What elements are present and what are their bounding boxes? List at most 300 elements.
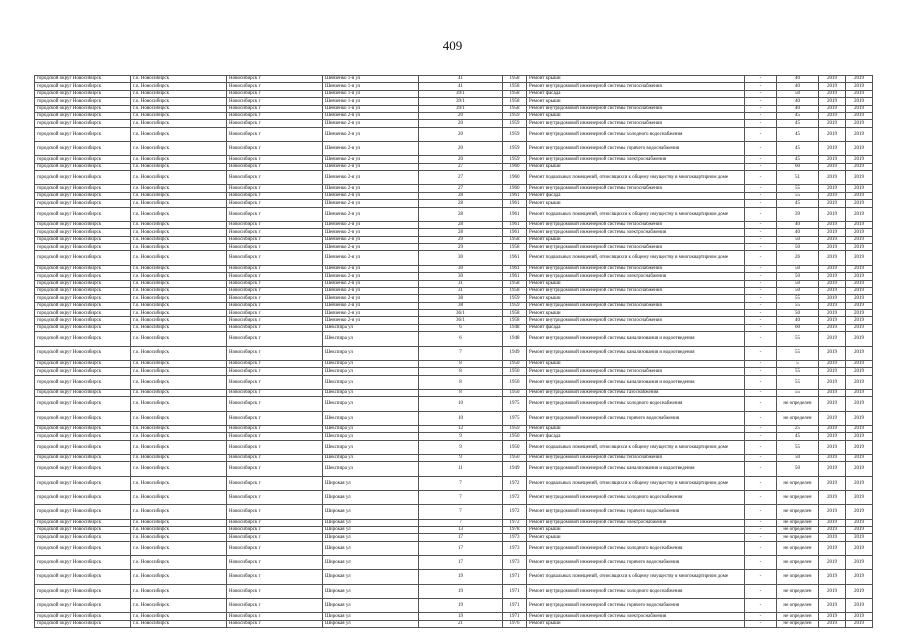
cell-year: 1958 <box>503 76 527 83</box>
cell-house: 41 <box>419 83 503 90</box>
cell-year: 1958 <box>503 83 527 90</box>
cell-plan-year-end: 2019 <box>846 273 873 280</box>
cell-cost: 26 <box>777 251 819 265</box>
cell-work-type: Ремонт крыши <box>527 534 745 541</box>
cell-house: 12 <box>419 425 503 432</box>
cell-cost: 55 <box>777 375 819 389</box>
cell-locality: Новосибирск г <box>227 346 323 360</box>
cell-municipality: городской округ Новосибирск <box>35 192 131 199</box>
cell-street: Широкая ул <box>323 613 419 620</box>
cell-work-type: Ремонт подвальных помещений, относящихся к общему имуществу в многоквартирном доме <box>527 171 745 185</box>
cell-plan-year-start: 2019 <box>819 534 846 541</box>
cell-settlement: г.о. Новосибирск <box>131 229 227 236</box>
cell-cost: 50 <box>777 244 819 251</box>
cell-municipality: городской округ Новосибирск <box>35 295 131 302</box>
cell-dash: - <box>745 324 777 331</box>
cell-street: Широкая ул <box>323 505 419 519</box>
table-row <box>35 476 873 490</box>
cell-plan-year-end: 2019 <box>846 90 873 97</box>
cell-house: 20 <box>419 156 503 163</box>
cell-locality: Новосибирск г <box>227 302 323 309</box>
cell-work-type: Ремонт подвальных помещений, относящихся к общему имуществу в многоквартирном доме <box>527 570 745 584</box>
cell-plan-year-start: 2019 <box>819 200 846 207</box>
cell-plan-year-start: 2019 <box>819 127 846 141</box>
cell-work-type: Ремонт внутридомовой инженерной системы теплоснабжения <box>527 185 745 192</box>
cell-plan-year-start: 2019 <box>819 120 846 127</box>
cell-house: 20 <box>419 142 503 156</box>
cell-year: 1961 <box>503 273 527 280</box>
table-row <box>35 163 873 170</box>
cell-plan-year-start: 2019 <box>819 273 846 280</box>
cell-work-type: Ремонт подвальных помещений, относящихся к общему имуществу в многоквартирном доме <box>527 251 745 265</box>
cell-dash: - <box>745 397 777 411</box>
cell-locality: Новосибирск г <box>227 120 323 127</box>
cell-work-type: Ремонт внутридомовой инженерной системы горячего водоснабжения <box>527 411 745 425</box>
cell-municipality: городской округ Новосибирск <box>35 346 131 360</box>
cell-year: 1971 <box>503 570 527 584</box>
cell-plan-year-end: 2019 <box>846 163 873 170</box>
cell-street: Широкая ул <box>323 476 419 490</box>
cell-house: 21 <box>419 620 503 627</box>
cell-year: 1950 <box>503 368 527 375</box>
cell-settlement: г.о. Новосибирск <box>131 287 227 294</box>
cell-settlement: г.о. Новосибирск <box>131 534 227 541</box>
cell-street: Шевченко 1-я ул <box>323 90 419 97</box>
cell-dash: - <box>745 302 777 309</box>
cell-municipality: городской округ Новосибирск <box>35 185 131 192</box>
cell-work-type: Ремонт внутридомовой инженерной системы канализования и водоотведения <box>527 346 745 360</box>
cell-plan-year-start: 2019 <box>819 265 846 272</box>
cell-plan-year-end: 2019 <box>846 171 873 185</box>
cell-municipality: городской округ Новосибирск <box>35 411 131 425</box>
cell-municipality: городской округ Новосибирск <box>35 280 131 287</box>
cell-house: 19 <box>419 598 503 612</box>
table-row <box>35 368 873 375</box>
cell-dash: - <box>745 273 777 280</box>
cell-locality: Новосибирск г <box>227 324 323 331</box>
cell-plan-year-start: 2019 <box>819 236 846 243</box>
cell-dash: - <box>745 236 777 243</box>
cell-settlement: г.о. Новосибирск <box>131 397 227 411</box>
cell-municipality: городской округ Новосибирск <box>35 142 131 156</box>
table-row <box>35 332 873 346</box>
cell-street: Шекспира ул <box>323 462 419 476</box>
cell-municipality: городской округ Новосибирск <box>35 620 131 627</box>
cell-work-type: Ремонт крыши <box>527 425 745 432</box>
cell-plan-year-end: 2019 <box>846 613 873 620</box>
cell-settlement: г.о. Новосибирск <box>131 171 227 185</box>
cell-plan-year-start: 2019 <box>819 613 846 620</box>
cell-house: 29 <box>419 244 503 251</box>
table-row <box>35 171 873 185</box>
cell-municipality: городской округ Новосибирск <box>35 317 131 324</box>
table-row <box>35 310 873 317</box>
cell-year: 1950 <box>503 360 527 367</box>
cell-cost: 55 <box>777 185 819 192</box>
cell-house: 27 <box>419 171 503 185</box>
cell-dash: - <box>745 411 777 425</box>
cell-dash: - <box>745 207 777 221</box>
cell-dash: - <box>745 310 777 317</box>
cell-house: 7 <box>419 519 503 526</box>
cell-street: Шевченко 2-я ул <box>323 244 419 251</box>
cell-plan-year-start: 2019 <box>819 332 846 346</box>
cell-year: 1972 <box>503 519 527 526</box>
table-row <box>35 76 873 83</box>
cell-dash: - <box>745 556 777 570</box>
cell-work-type: Ремонт внутридомовой инженерной системы электроснабжения <box>527 273 745 280</box>
cell-plan-year-end: 2019 <box>846 105 873 112</box>
cell-settlement: г.о. Новосибирск <box>131 454 227 461</box>
cell-settlement: г.о. Новосибирск <box>131 375 227 389</box>
cell-municipality: городской округ Новосибирск <box>35 120 131 127</box>
cell-cost: 45 <box>777 200 819 207</box>
cell-dash: - <box>745 163 777 170</box>
cell-dash: - <box>745 613 777 620</box>
cell-house: 8 <box>419 389 503 396</box>
cell-cost: 45 <box>777 112 819 119</box>
cell-municipality: городской округ Новосибирск <box>35 302 131 309</box>
cell-locality: Новосибирск г <box>227 620 323 627</box>
cell-cost: 50 <box>777 310 819 317</box>
cell-locality: Новосибирск г <box>227 171 323 185</box>
cell-house: 39/1 <box>419 105 503 112</box>
cell-street: Шекспира ул <box>323 440 419 454</box>
cell-locality: Новосибирск г <box>227 251 323 265</box>
cell-cost: 40 <box>777 105 819 112</box>
cell-street: Шевченко 2-я ул <box>323 120 419 127</box>
cell-year: 1950 <box>503 375 527 389</box>
table-row <box>35 598 873 612</box>
table-row <box>35 541 873 555</box>
cell-settlement: г.о. Новосибирск <box>131 476 227 490</box>
table-row <box>35 346 873 360</box>
cell-municipality: городской округ Новосибирск <box>35 163 131 170</box>
cell-house: 8 <box>419 375 503 389</box>
cell-year: 1961 <box>503 207 527 221</box>
cell-cost: 55 <box>777 389 819 396</box>
cell-work-type: Ремонт внутридомовой инженерной системы горячего водоснабжения <box>527 598 745 612</box>
cell-work-type: Ремонт крыши <box>527 163 745 170</box>
cell-plan-year-end: 2019 <box>846 440 873 454</box>
cell-cost: 50 <box>777 273 819 280</box>
cell-settlement: г.о. Новосибирск <box>131 200 227 207</box>
cell-locality: Новосибирск г <box>227 98 323 105</box>
cell-settlement: г.о. Новосибирск <box>131 490 227 504</box>
cell-settlement: г.о. Новосибирск <box>131 360 227 367</box>
cell-locality: Новосибирск г <box>227 556 323 570</box>
cell-municipality: городской округ Новосибирск <box>35 244 131 251</box>
cell-plan-year-end: 2019 <box>846 346 873 360</box>
cell-work-type: Ремонт внутридомовой инженерной системы электроснабжения <box>527 519 745 526</box>
cell-dash: - <box>745 360 777 367</box>
cell-house: 10 <box>419 397 503 411</box>
cell-settlement: г.о. Новосибирск <box>131 90 227 97</box>
cell-settlement: г.о. Новосибирск <box>131 98 227 105</box>
cell-plan-year-start: 2019 <box>819 317 846 324</box>
cell-cost: 50 <box>777 287 819 294</box>
table-row <box>35 620 873 627</box>
cell-street: Шевченко 2-я ул <box>323 207 419 221</box>
cell-year: 1958 <box>503 287 527 294</box>
cell-plan-year-end: 2019 <box>846 229 873 236</box>
cell-municipality: городской округ Новосибирск <box>35 425 131 432</box>
table-row <box>35 229 873 236</box>
cell-work-type: Ремонт внутридомовой инженерной системы теплоснабжения <box>527 287 745 294</box>
cell-dash: - <box>745 295 777 302</box>
cell-dash: - <box>745 156 777 163</box>
cell-municipality: городской округ Новосибирск <box>35 112 131 119</box>
cell-street: Шевченко 2-я ул <box>323 251 419 265</box>
cell-municipality: городской округ Новосибирск <box>35 207 131 221</box>
cell-locality: Новосибирск г <box>227 397 323 411</box>
cell-cost: 25 <box>777 425 819 432</box>
cell-plan-year-end: 2019 <box>846 142 873 156</box>
cell-plan-year-start: 2019 <box>819 207 846 221</box>
cell-plan-year-end: 2019 <box>846 620 873 627</box>
cell-work-type: Ремонт внутридомовой инженерной системы горячего водоснабжения <box>527 556 745 570</box>
cell-settlement: г.о. Новосибирск <box>131 127 227 141</box>
cell-plan-year-end: 2019 <box>846 425 873 432</box>
cell-plan-year-end: 2019 <box>846 570 873 584</box>
cell-street: Шевченко 2-я ул <box>323 221 419 228</box>
cell-dash: - <box>745 368 777 375</box>
cell-cost: 55 <box>777 302 819 309</box>
cell-year: 1961 <box>503 229 527 236</box>
cell-house: 39/1 <box>419 98 503 105</box>
cell-dash: - <box>745 462 777 476</box>
table-row <box>35 534 873 541</box>
cell-plan-year-start: 2019 <box>819 584 846 598</box>
cell-municipality: городской округ Новосибирск <box>35 98 131 105</box>
cell-locality: Новосибирск г <box>227 112 323 119</box>
cell-locality: Новосибирск г <box>227 433 323 440</box>
cell-street: Шевченко 2-я ул <box>323 295 419 302</box>
cell-locality: Новосибирск г <box>227 570 323 584</box>
cell-locality: Новосибирск г <box>227 142 323 156</box>
cell-plan-year-end: 2019 <box>846 360 873 367</box>
cell-settlement: г.о. Новосибирск <box>131 120 227 127</box>
table-row <box>35 244 873 251</box>
table-row <box>35 295 873 302</box>
table-row <box>35 324 873 331</box>
table-row <box>35 302 873 309</box>
cell-dash: - <box>745 229 777 236</box>
cell-plan-year-start: 2019 <box>819 505 846 519</box>
cell-locality: Новосибирск г <box>227 310 323 317</box>
cell-plan-year-start: 2019 <box>819 163 846 170</box>
cell-cost: 50 <box>777 462 819 476</box>
works-table-body <box>35 76 873 628</box>
cell-settlement: г.о. Новосибирск <box>131 142 227 156</box>
cell-plan-year-end: 2019 <box>846 519 873 526</box>
cell-settlement: г.о. Новосибирск <box>131 526 227 533</box>
cell-cost: 60 <box>777 163 819 170</box>
cell-municipality: городской округ Новосибирск <box>35 519 131 526</box>
cell-year: 1959 <box>503 295 527 302</box>
table-row <box>35 505 873 519</box>
cell-settlement: г.о. Новосибирск <box>131 505 227 519</box>
cell-year: 1948 <box>503 332 527 346</box>
cell-plan-year-end: 2019 <box>846 375 873 389</box>
cell-locality: Новосибирск г <box>227 76 323 83</box>
cell-dash: - <box>745 265 777 272</box>
cell-plan-year-start: 2019 <box>819 519 846 526</box>
cell-plan-year-start: 2019 <box>819 490 846 504</box>
cell-plan-year-end: 2019 <box>846 221 873 228</box>
cell-year: 1961 <box>503 265 527 272</box>
cell-house: 20 <box>419 120 503 127</box>
cell-dash: - <box>745 440 777 454</box>
cell-house: 9 <box>419 433 503 440</box>
cell-street: Шекспира ул <box>323 389 419 396</box>
cell-locality: Новосибирск г <box>227 368 323 375</box>
table-row <box>35 556 873 570</box>
cell-cost: не определен <box>777 505 819 519</box>
cell-street: Шевченко 2-я ул <box>323 317 419 324</box>
cell-work-type: Ремонт фасада <box>527 90 745 97</box>
cell-cost: 45 <box>777 142 819 156</box>
cell-locality: Новосибирск г <box>227 207 323 221</box>
cell-dash: - <box>745 280 777 287</box>
cell-cost: 51 <box>777 171 819 185</box>
cell-year: 1958 <box>503 105 527 112</box>
cell-work-type: Ремонт крыши <box>527 295 745 302</box>
table-row <box>35 265 873 272</box>
cell-year: 1958 <box>503 98 527 105</box>
table-row <box>35 462 873 476</box>
cell-plan-year-start: 2019 <box>819 83 846 90</box>
cell-street: Шевченко 2-я ул <box>323 200 419 207</box>
page-number: 409 <box>442 38 463 53</box>
cell-street: Шевченко 2-я ул <box>323 310 419 317</box>
cell-municipality: городской округ Новосибирск <box>35 90 131 97</box>
cell-locality: Новосибирск г <box>227 332 323 346</box>
cell-dash: - <box>745 90 777 97</box>
cell-settlement: г.о. Новосибирск <box>131 244 227 251</box>
cell-dash: - <box>745 105 777 112</box>
cell-dash: - <box>745 433 777 440</box>
cell-street: Широкая ул <box>323 519 419 526</box>
cell-locality: Новосибирск г <box>227 490 323 504</box>
cell-street: Шекспира ул <box>323 360 419 367</box>
cell-plan-year-end: 2019 <box>846 541 873 555</box>
cell-work-type: Ремонт внутридомовой инженерной системы канализования и водоотведения <box>527 462 745 476</box>
cell-plan-year-start: 2019 <box>819 156 846 163</box>
cell-work-type: Ремонт внутридомовой инженерной системы теплоснабжения <box>527 120 745 127</box>
cell-year: 1958 <box>503 317 527 324</box>
cell-work-type: Ремонт крыши <box>527 98 745 105</box>
cell-municipality: городской округ Новосибирск <box>35 105 131 112</box>
cell-street: Шевченко 2-я ул <box>323 112 419 119</box>
table-row <box>35 317 873 324</box>
cell-municipality: городской округ Новосибирск <box>35 324 131 331</box>
cell-plan-year-end: 2019 <box>846 598 873 612</box>
cell-cost: не определен <box>777 526 819 533</box>
cell-locality: Новосибирск г <box>227 163 323 170</box>
cell-work-type: Ремонт внутридомовой инженерной системы электроснабжения <box>527 613 745 620</box>
cell-cost: 50 <box>777 90 819 97</box>
cell-street: Шевченко 2-я ул <box>323 229 419 236</box>
cell-settlement: г.о. Новосибирск <box>131 324 227 331</box>
cell-house: 38 <box>419 302 503 309</box>
cell-dash: - <box>745 346 777 360</box>
cell-cost: 50 <box>777 265 819 272</box>
cell-cost: не определен <box>777 541 819 555</box>
cell-plan-year-end: 2019 <box>846 490 873 504</box>
cell-street: Шекспира ул <box>323 368 419 375</box>
cell-street: Шевченко 2-я ул <box>323 192 419 199</box>
cell-locality: Новосибирск г <box>227 317 323 324</box>
cell-plan-year-start: 2019 <box>819 389 846 396</box>
cell-year: 1959 <box>503 112 527 119</box>
cell-house: 13 <box>419 526 503 533</box>
cell-work-type: Ремонт крыши <box>527 112 745 119</box>
cell-year: 1972 <box>503 490 527 504</box>
cell-house: 39/1 <box>419 90 503 97</box>
cell-settlement: г.о. Новосибирск <box>131 207 227 221</box>
cell-work-type: Ремонт внутридомовой инженерной системы холодного водоснабжения <box>527 490 745 504</box>
cell-plan-year-end: 2019 <box>846 185 873 192</box>
cell-cost: 55 <box>777 295 819 302</box>
cell-house: 30 <box>419 251 503 265</box>
cell-cost: не определен <box>777 570 819 584</box>
cell-year: 1975 <box>503 411 527 425</box>
cell-house: 9 <box>419 454 503 461</box>
cell-municipality: городской округ Новосибирск <box>35 368 131 375</box>
cell-municipality: городской округ Новосибирск <box>35 332 131 346</box>
cell-plan-year-end: 2019 <box>846 411 873 425</box>
cell-year: 1972 <box>503 505 527 519</box>
cell-plan-year-end: 2019 <box>846 397 873 411</box>
cell-municipality: городской округ Новосибирск <box>35 251 131 265</box>
cell-street: Широкая ул <box>323 570 419 584</box>
cell-street: Шевченко 2-я ул <box>323 273 419 280</box>
cell-locality: Новосибирск г <box>227 244 323 251</box>
cell-house: 11 <box>419 462 503 476</box>
cell-cost: 40 <box>777 98 819 105</box>
cell-settlement: г.о. Новосибирск <box>131 620 227 627</box>
cell-plan-year-end: 2019 <box>846 295 873 302</box>
cell-street: Шевченко 2-я ул <box>323 302 419 309</box>
cell-street: Шекспира ул <box>323 454 419 461</box>
cell-house: 17 <box>419 541 503 555</box>
cell-year: 1971 <box>503 613 527 620</box>
table-row <box>35 440 873 454</box>
cell-locality: Новосибирск г <box>227 200 323 207</box>
cell-house: 20 <box>419 127 503 141</box>
cell-dash: - <box>745 244 777 251</box>
cell-dash: - <box>745 332 777 346</box>
cell-locality: Новосибирск г <box>227 598 323 612</box>
cell-house: 28 <box>419 192 503 199</box>
cell-plan-year-start: 2019 <box>819 570 846 584</box>
cell-house: 7 <box>419 476 503 490</box>
cell-house: 31 <box>419 287 503 294</box>
cell-year: 1959 <box>503 302 527 309</box>
cell-locality: Новосибирск г <box>227 185 323 192</box>
cell-settlement: г.о. Новосибирск <box>131 310 227 317</box>
cell-plan-year-start: 2019 <box>819 185 846 192</box>
cell-plan-year-start: 2019 <box>819 105 846 112</box>
cell-year: 1971 <box>503 584 527 598</box>
cell-year: 1973 <box>503 556 527 570</box>
cell-municipality: городской округ Новосибирск <box>35 236 131 243</box>
cell-street: Шевченко 1-я ул <box>323 105 419 112</box>
cell-plan-year-start: 2019 <box>819 171 846 185</box>
cell-locality: Новосибирск г <box>227 541 323 555</box>
cell-street: Шевченко 2-я ул <box>323 265 419 272</box>
